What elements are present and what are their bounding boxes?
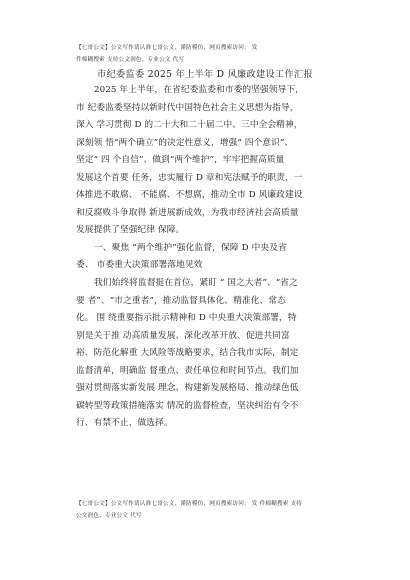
text-line: 发展提供了坚强纪律 保障。 (76, 225, 185, 236)
text-line: 市 纪委监委坚持以新时代中国特色社会主义思想为指导， (76, 102, 299, 113)
header-banner-line: 件棉糊搜索 支持公文润色、专业公文 代写 (76, 57, 185, 63)
header-banner (76, 42, 394, 66)
text-line: 化。 围 绕重要指示批示精神和 D 中央重大决策部署，特 (76, 313, 297, 324)
intro-paragraph (76, 82, 340, 240)
footer-banner (76, 498, 394, 522)
text-line: 深入 学习贯彻 D 的二十大和二十届二中、三中全会精神， (76, 120, 303, 131)
text-line: 坚定“ 四 个自信”、做到“两个维护”，牢牢把握高质量 (76, 155, 285, 166)
text-line: 和反腐败斗争取得 新进展新成效，为我市经济社会高质量 (76, 207, 299, 218)
document-body (76, 82, 340, 433)
text-line: 要 者”、“市之重者”，推动监督具体化、精准化、常态 (76, 295, 286, 306)
text-line: 一、聚焦 “两个维护”强化监督，保障 D 中央及省 (94, 242, 287, 253)
footer-banner-line: 公文润色、专业公文 代写 (76, 513, 142, 519)
text-line: 裕、防范化解重 大风险等战略要求，结合我市实际，制定 (76, 348, 299, 359)
text-line: 监督清单，明确监 督重点、责任单位和时间节点。我们加 (76, 365, 299, 376)
text-line: 体推进不敢腐、 不能腐、不想腐，推动全市 D 风廉政建设 (76, 190, 303, 201)
text-line: 别是关于推 动高质量发展、深化改革开放、促进共同富 (76, 330, 290, 341)
header-banner-line: 【七哥公文】公文写作请认准七哥公文，谨防模仿，网页搜索访问： 发 (76, 45, 258, 51)
text-line: 强对贯彻落实新发展 理念、构建新发展格局、推动绿色低 (76, 383, 299, 394)
text-line: 行、有禁不止，做选择。 (76, 418, 173, 429)
document-title: 市纪委监委 2025 年上半年 D 风廉政建设工作汇报 (97, 69, 313, 80)
text-line: 委、 市委重大决策部署落地见效 (76, 260, 203, 271)
text-line: 深刻领 悟“两个确立”的决定性意义，增强“ 四个意识”、 (76, 137, 294, 148)
text-line: 2025 年上半年，在省纪委监委和市委的坚强领导下， (94, 85, 304, 95)
text-line: 发展这个首要 任务，忠实履行 D 章和宪法赋予的职责，一 (76, 172, 303, 183)
text-line: 我们始终将监督挺在首位，紧盯 “ 国之大者”、“省之 (94, 278, 298, 289)
footer-banner-line: 【七哥公文】公文写作请认准七哥公文，谨防模仿，网页搜索访问： 发 件棉糊搜索 支持 (76, 501, 303, 507)
section-paragraph (76, 275, 340, 433)
section-heading (76, 240, 340, 275)
text-line: 碳转型等政策措施落实 情况的监督检查，坚决纠治有令不 (76, 400, 299, 411)
